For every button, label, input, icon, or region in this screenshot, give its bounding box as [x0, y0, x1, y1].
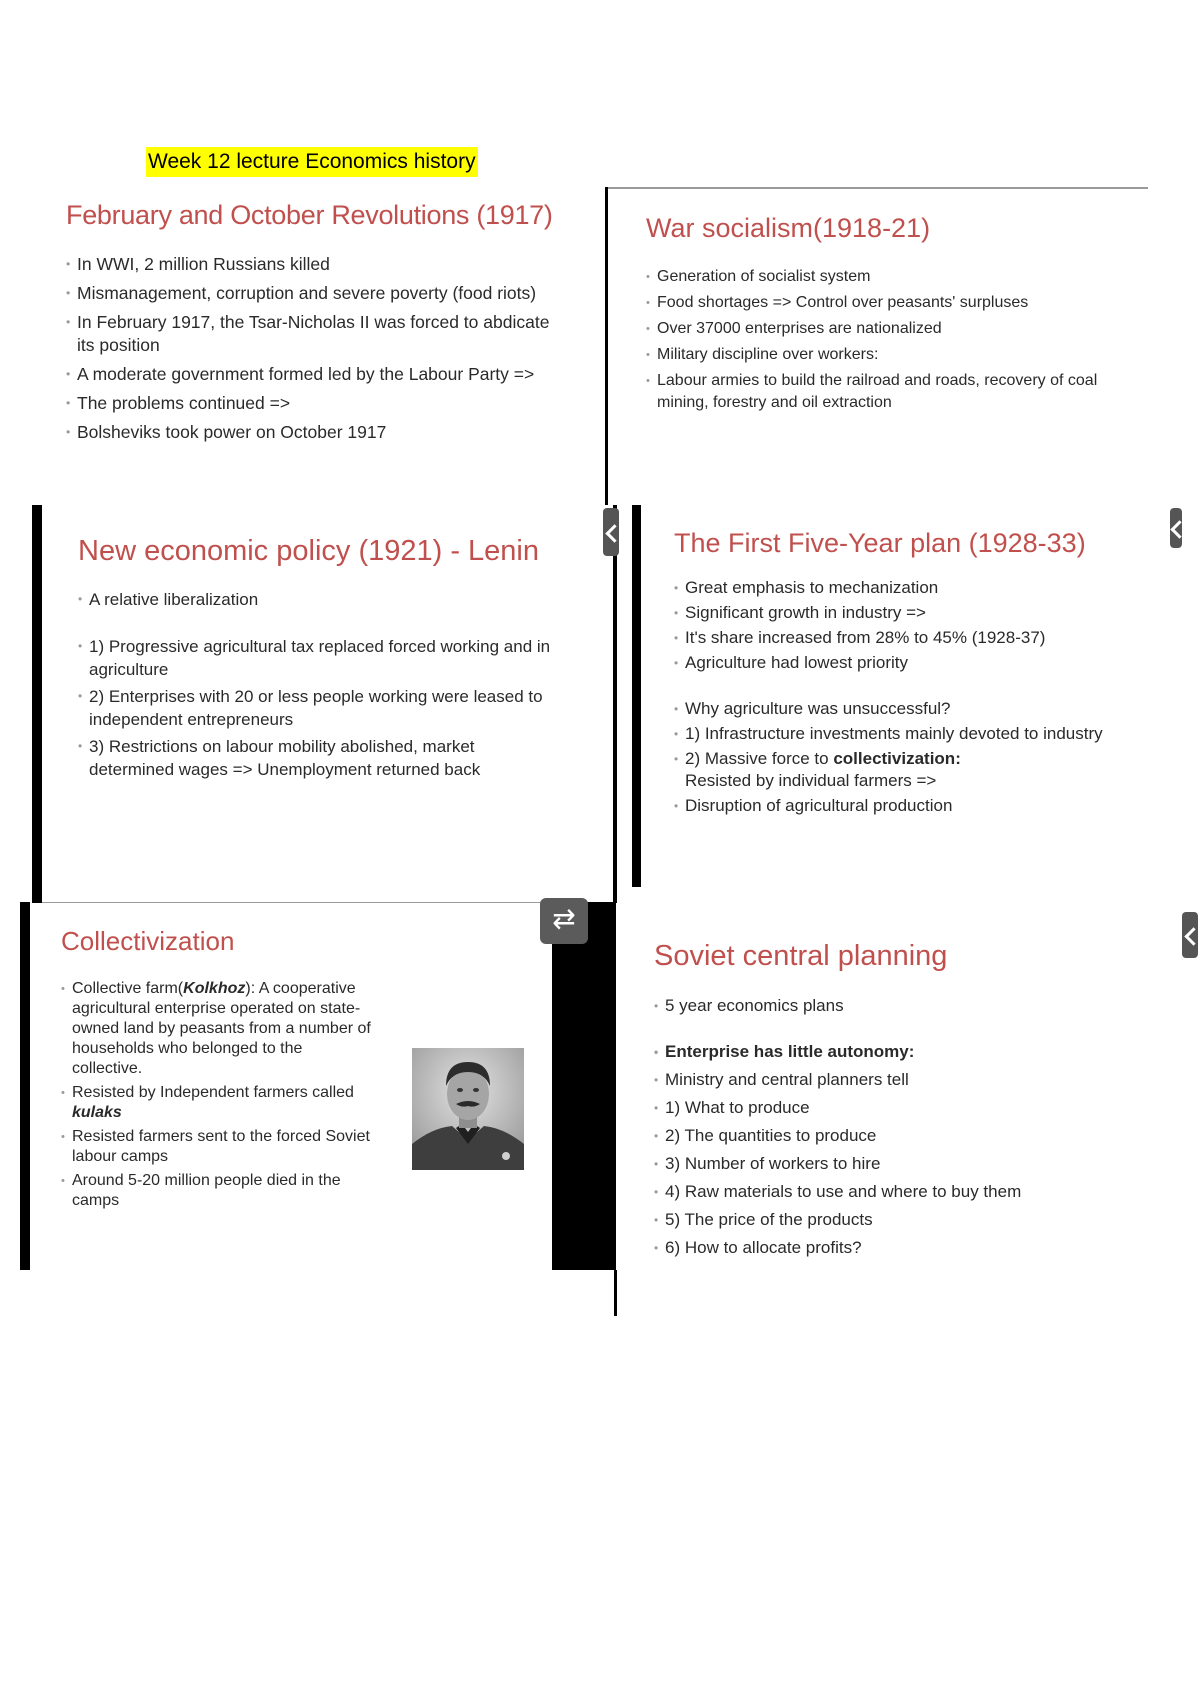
list-item: • Disruption of agricultural production — [674, 795, 1154, 817]
list-item: • Food shortages => Control over peasants' surpluses — [646, 292, 1146, 314]
slide-title: New economic policy (1921) - Lenin — [78, 535, 539, 567]
list-item: • Resisted farmers sent to the forced Soviet labour camps — [61, 1127, 372, 1167]
list-item: • The problems continued => — [66, 392, 596, 415]
slide-revolutions — [66, 200, 596, 444]
list-item: • It's share increased from 28% to 45% (1928-37) — [674, 627, 1154, 649]
document-title: Week 12 lecture Economics history — [146, 147, 478, 177]
list-item: • 1) Progressive agricultural tax replaced forced working and in agriculture — [78, 635, 569, 681]
list-item — [674, 748, 1154, 792]
list-item: • 3) Number of workers to hire — [654, 1153, 1154, 1175]
list-item: • Enterprise has little autonomy: — [654, 1041, 1154, 1063]
bullet-list — [61, 979, 381, 1211]
divider-bar — [613, 505, 617, 903]
divider-bar — [20, 902, 30, 1270]
list-item: • In WWI, 2 million Russians killed — [66, 253, 596, 276]
list-item: • In February 1917, the Tsar-Nicholas II was forced to abdicate its position — [66, 311, 567, 357]
list-item: • 1) What to produce — [654, 1097, 1154, 1119]
list-item: • 4) Raw materials to use and where to buy them — [654, 1181, 1154, 1203]
bullet-list — [78, 588, 598, 781]
list-item: • Bolsheviks took power on October 1917 — [66, 421, 596, 444]
item-term: kulaks — [72, 1104, 122, 1121]
slide-collectivization — [61, 926, 381, 1211]
divider-bar — [32, 505, 42, 903]
list-item: • Generation of socialist system — [646, 266, 1146, 288]
slide-nep — [78, 535, 598, 781]
list-item: • Great emphasis to mechanization — [674, 577, 1154, 599]
list-item: • Agriculture had lowest priority — [674, 652, 1154, 674]
divider-bar — [614, 1270, 617, 1316]
item-text-bold: collectivization: — [833, 749, 961, 768]
list-item: • Why agriculture was unsuccessful? — [674, 698, 1154, 720]
slide-five-year-plan — [674, 528, 1154, 817]
list-item — [61, 979, 372, 1079]
list-item: • 2) Enterprises with 20 or less people working were leased to independent entrepreneurs — [78, 685, 589, 731]
slide-title: Soviet central planning — [654, 940, 948, 972]
list-item: • 5) The price of the products — [654, 1209, 1154, 1231]
slide-title: War socialism(1918-21) — [646, 213, 931, 243]
list-item: • Over 37000 enterprises are nationalized — [646, 318, 1146, 340]
list-item: • Ministry and central planners tell — [654, 1069, 1154, 1091]
bullet-list — [646, 266, 1146, 414]
chevron-left-icon[interactable] — [1182, 912, 1198, 958]
slide-central-planning — [654, 940, 1154, 1259]
item-text: Resisted by individual farmers => — [685, 771, 937, 790]
chevron-left-icon[interactable] — [603, 508, 619, 556]
list-item: • Labour armies to build the railroad and roads, recovery of coal mining, forestry and oil extraction — [646, 370, 1127, 414]
list-item: • 2) The quantities to produce — [654, 1125, 1154, 1147]
item-text: 2) Massive force to — [685, 749, 834, 768]
list-item: • Around 5-20 million people died in the camps — [61, 1171, 372, 1211]
slide-title: February and October Revolutions (1917) — [66, 200, 553, 230]
item-text: ): A cooperative agricultural enterprise operated on state-owned land by peasants from a number of households who belonged to the collective. — [72, 980, 371, 1077]
list-item: • Military discipline over workers: — [646, 344, 1146, 366]
chevron-left-icon[interactable] — [1170, 508, 1182, 548]
list-item: • Mismanagement, corruption and severe poverty (food riots) — [66, 282, 567, 305]
list-item: • Significant growth in industry => — [674, 602, 1154, 624]
divider-bar — [632, 505, 641, 887]
bullet-list — [654, 995, 1154, 1259]
swap-arrows-icon[interactable]: ⇄ — [540, 898, 588, 944]
list-item: • 1) Infrastructure investments mainly devoted to industry — [674, 723, 1115, 745]
list-item: • 3) Restrictions on labour mobility abolished, market determined wages => Unemployment returned back — [78, 735, 559, 781]
item-term: Kolkhoz — [183, 980, 246, 997]
portrait-photo — [412, 1048, 524, 1170]
list-item: • 5 year economics plans — [654, 995, 1154, 1017]
divider-line — [42, 902, 614, 903]
item-text: Resisted by Independent farmers called — [72, 1084, 354, 1101]
slide-war-socialism — [646, 213, 1146, 414]
portrait-image — [412, 1048, 524, 1170]
bullet-list — [674, 577, 1154, 817]
slide-title: Collectivization — [61, 926, 235, 956]
divider-bar — [552, 902, 616, 1270]
divider-line — [608, 187, 1148, 189]
slide-title: The First Five-Year plan (1928-33) — [674, 528, 1086, 558]
list-item — [61, 1083, 362, 1123]
list-item: • 6) How to allocate profits? — [654, 1237, 1154, 1259]
item-text: Collective farm( — [72, 980, 184, 997]
bullet-list — [66, 253, 596, 444]
list-item: • A moderate government formed led by the Labour Party => — [66, 363, 577, 386]
list-item: • A relative liberalization — [78, 588, 598, 611]
divider-bar — [605, 187, 608, 505]
